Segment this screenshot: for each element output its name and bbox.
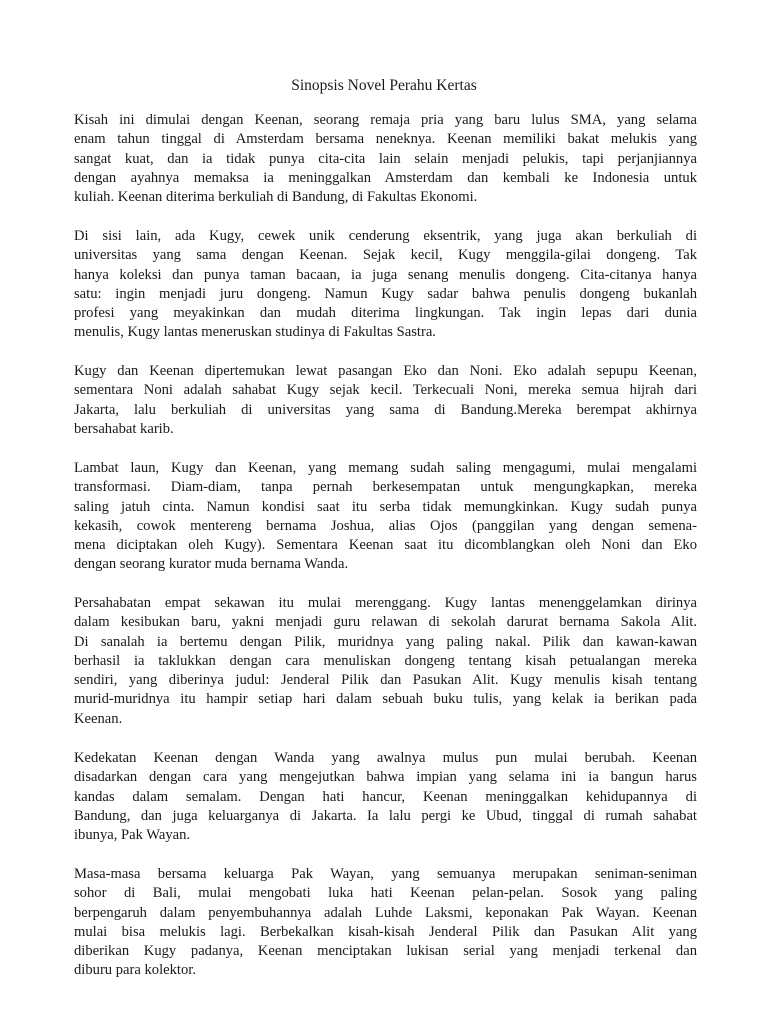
text-line: sendiri, yang diberinya judul: Jenderal Pilik dan Pasukan Alit. Kugy menulis kisah tentang (74, 672, 697, 689)
text-line: mena diciptakan oleh Kugy). Sementara Keenan saat itu dicomblangkan oleh Noni dan Eko (74, 537, 697, 554)
text-line: Persahabatan empat sekawan itu mulai merenggang. Kugy lantas menenggelamkan dirinya (74, 595, 697, 611)
text-line: Kedekatan Keenan dengan Wanda yang awalnya mulus pun mulai berubah. Keenan (74, 750, 697, 766)
text-line: Jakarta, lalu berkuliah di universitas yang sama di Bandung.Mereka berempat akhirnya (74, 401, 697, 418)
text-line: saling jatuh cinta. Namun kondisi saat itu serba tidak memungkinkan. Kugy sudah punya (74, 498, 697, 515)
text-line: dalam kesibukan baru, yakni menjadi guru relawan di sekolah darurat bernama Sakola Alit. (74, 614, 697, 631)
paragraph-4 (74, 459, 697, 575)
text-line: Di sisi lain, ada Kugy, cewek unik cenderung eksentrik, yang juga akan berkuliah di (74, 228, 697, 244)
text-line: disadarkan dengan cara yang mengejutkan bahwa impian yang selama ini ia bangun harus (74, 769, 697, 786)
paragraph-6 (74, 749, 697, 845)
text-line: Bandung, dan juga keluarganya di Jakarta. Ia lalu pergi ke Ubud, tinggal di rumah sahabat (74, 807, 697, 824)
paragraph-5 (74, 594, 697, 729)
text-line: universitas yang sama dengan Keenan. Sejak kecil, Kugy menggila-gilai dongeng. Tak (74, 247, 697, 264)
text-line: transformasi. Diam-diam, tanpa pernah berkesempatan untuk mengungkapkan, mereka (74, 479, 697, 496)
text-line: Kisah ini dimulai dengan Keenan, seorang remaja pria yang baru lulus SMA, yang selama (74, 112, 697, 128)
text-line: kandas dalam semalam. Dengan hati hancur, Keenan meninggalkan kehidupannya di (74, 788, 697, 805)
text-line: murid-muridnya itu hampir setiap hari dalam sebuah buku tulis, yang kelak ia berikan pada (74, 691, 697, 708)
text-line: ibunya, Pak Wayan. (74, 827, 191, 844)
paragraph-7 (74, 865, 697, 981)
text-line: sohor di Bali, mulai mengobati luka hati Keenan pelan-pelan. Sosok yang paling (74, 885, 697, 902)
text-line: dengan seorang kurator muda bernama Wanda. (74, 556, 349, 573)
text-line: berhasil ia taklukkan dengan cara menuliskan dongeng tentang kisah petualangan mereka (74, 652, 697, 669)
text-line: diburu para kolektor. (74, 962, 196, 979)
text-line: dengan ayahnya memaksa ia meninggalkan Amsterdam dan kembali ke Indonesia untuk (74, 169, 697, 186)
text-line: berpengaruh dalam penyembuhannya adalah Luhde Laksmi, keponakan Pak Wayan. Keenan (74, 904, 697, 921)
text-line: Keenan. (74, 710, 123, 727)
text-line: satu: ingin menjadi juru dongeng. Namun Kugy sadar bahwa penulis dongeng bukanlah (74, 285, 697, 302)
text-line: sementara Noni adalah sahabat Kugy sejak kecil. Terkecuali Noni, mereka semua hijrah dari (74, 382, 697, 399)
text-line: hanya koleksi dan punya taman bacaan, ia juga senang menulis dongeng. Cita-citanya hanya (74, 266, 697, 283)
text-line: Di sanalah ia bertemu dengan Pilik, muridnya yang paling nakal. Pilik dan kawan-kawan (74, 633, 697, 650)
text-line: Kugy dan Keenan dipertemukan lewat pasangan Eko dan Noni. Eko adalah sepupu Keenan, (74, 363, 697, 379)
text-line: diberikan Kugy padanya, Keenan menciptakan lukisan serial yang menjadi terkenal dan (74, 943, 697, 960)
text-line: profesi yang meyakinkan dan mudah diterima lingkungan. Tak ingin lepas dari dunia (74, 305, 697, 322)
text-line: Lambat laun, Kugy dan Keenan, yang memang sudah saling mengagumi, mulai mengalami (74, 460, 697, 476)
text-line: Masa-masa bersama keluarga Pak Wayan, yang semuanya merupakan seniman-seniman (74, 866, 697, 882)
text-line: enam tahun tinggal di Amsterdam bersama neneknya. Keenan memiliki bakat melukis yang (74, 131, 697, 148)
paragraph-3 (74, 362, 697, 439)
paragraph-1 (74, 111, 697, 207)
text-line: kekasih, cowok mentereng bernama Joshua, alias Ojos (panggilan yang dengan semena- (74, 517, 697, 534)
text-line: menulis, Kugy lantas meneruskan studinya di Fakultas Sastra. (74, 324, 436, 341)
paragraph-2 (74, 227, 697, 343)
text-line: bersahabat karib. (74, 420, 174, 437)
document-title: Sinopsis Novel Perahu Kertas (291, 77, 477, 94)
text-line: kuliah. Keenan diterima berkuliah di Bandung, di Fakultas Ekonomi. (74, 189, 478, 206)
text-line: mulai bisa melukis lagi. Berbekalkan kisah-kisah Jenderal Pilik dan Pasukan Alit yang (74, 923, 697, 940)
text-line: sangat kuat, dan ia tidak punya cita-cita lain selain menjadi pelukis, tapi perjanjiannya (74, 150, 697, 167)
